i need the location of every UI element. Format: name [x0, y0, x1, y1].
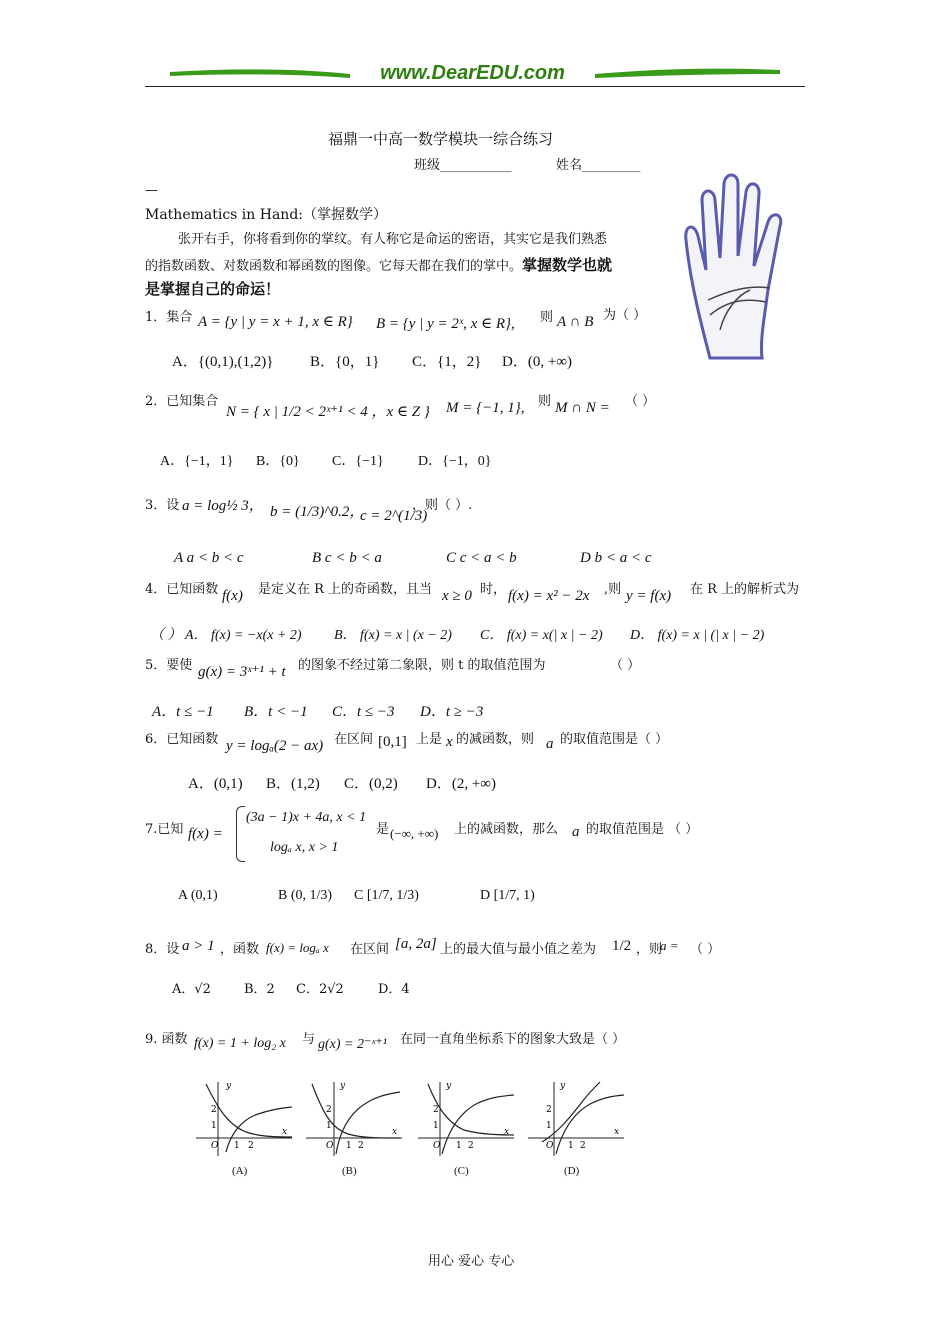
q6-option-a[interactable]: A．(0,1)	[188, 776, 243, 792]
q5-tail: 的图象不经过第二象限，则 t 的取值范围为	[298, 658, 546, 673]
q8-tail: （ ）	[690, 942, 721, 957]
q4-def: f(x) = x² − 2x	[508, 588, 590, 604]
svg-text:x: x	[392, 1127, 398, 1137]
svg-text:O: O	[326, 1141, 334, 1151]
q7-domain: (−∞, +∞)	[390, 826, 439, 841]
q7-piece-2: logₐ x, x > 1	[270, 840, 339, 855]
svg-text:O: O	[211, 1141, 219, 1151]
q1-set-a: A = {y | y = x + 1, x ∈ R}	[198, 314, 353, 330]
q3-option-d[interactable]: D b < a < c	[580, 550, 652, 566]
class-field: 班级___________	[414, 158, 512, 173]
q7-text-b: 是	[376, 822, 390, 837]
q4-text-d: ,则	[604, 582, 622, 597]
svg-text:x: x	[282, 1127, 288, 1137]
q2-option-c[interactable]: C．{−1}	[332, 454, 384, 469]
q2-stem: 2．已知集合	[145, 394, 219, 409]
q2-set-m: M = {−1, 1},	[446, 400, 525, 416]
q8-diff: 1/2	[612, 938, 632, 954]
q8-ask: a =	[660, 938, 679, 953]
q6-option-c[interactable]: C．(0,2)	[344, 776, 398, 792]
q2-tail: （ ）	[625, 394, 656, 409]
q9-graph-c-label: (C)	[454, 1165, 469, 1177]
q3-option-a[interactable]: A a < b < c	[174, 550, 244, 566]
svg-text:y: y	[340, 1081, 346, 1091]
svg-text:y: y	[226, 1081, 232, 1091]
svg-text:1: 1	[211, 1121, 217, 1131]
svg-text:2: 2	[358, 1141, 364, 1151]
q7-brace	[236, 806, 245, 862]
q2-set-n: N = { x | 1/2 < 2ˣ⁺¹ < 4 ，x ∈ Z }	[226, 404, 430, 420]
q4-y: y = f(x)	[626, 588, 672, 604]
q1-set-b: B = {y | y = 2ˣ, x ∈ R},	[376, 316, 515, 332]
q8-cond: a > 1	[182, 938, 215, 954]
hand-illustration	[680, 170, 802, 362]
q7-option-a[interactable]: A (0,1)	[178, 888, 218, 903]
q7-fx: f(x) =	[188, 826, 223, 842]
q6-x: x	[446, 734, 453, 750]
svg-text:1: 1	[456, 1141, 462, 1151]
q9-graph-b-label: (B)	[342, 1165, 357, 1177]
svg-text:y: y	[446, 1081, 452, 1091]
q4-text-b: 是定义在 R 上的奇函数，且当	[258, 582, 433, 597]
q4-stem: 4．已知函数	[145, 582, 219, 597]
q4-cond: x ≥ 0	[442, 588, 472, 604]
svg-text:x: x	[614, 1127, 620, 1137]
q1-then: 则	[540, 310, 554, 325]
header-rule	[145, 86, 805, 87]
q4-text-c: 时，	[480, 582, 507, 597]
q7-text-c: 上的减函数，那么	[454, 822, 559, 837]
q8-text-d: 上的最大值与最小值之差为	[440, 942, 597, 957]
q1-expr: A ∩ B	[557, 314, 594, 330]
q6-text-c: 上是	[416, 732, 443, 747]
q8-text-c: 在区间	[350, 942, 390, 957]
q7-option-c[interactable]: C [1/7, 1/3)	[354, 888, 419, 903]
q1-option-d[interactable]: D．(0, +∞)	[502, 354, 572, 370]
q9-text-c: 在同一直角坐标系下的图象大致是（ ）	[400, 1032, 626, 1047]
name-field: 姓名_________	[556, 158, 641, 173]
q6-text-d: 的减函数，则	[456, 732, 535, 747]
q9-graph-a-label: (A)	[232, 1165, 248, 1177]
page-title: 福鼎一中高一数学模块一综合练习	[328, 130, 554, 148]
header-logo	[170, 62, 780, 86]
q3-b: b = (1/3)^0.2，	[270, 504, 365, 520]
svg-text:1: 1	[234, 1141, 240, 1151]
svg-text:1: 1	[546, 1121, 552, 1131]
q9-graph-a[interactable]	[196, 1080, 296, 1158]
svg-text:2: 2	[580, 1141, 586, 1151]
q3-a: a = log½ 3，	[182, 498, 264, 514]
q9-f: f(x) = 1 + log₂ x	[194, 1036, 286, 1051]
q4-option-b[interactable]: B． f(x) = x | (x − 2)	[334, 628, 452, 643]
q7-a: a	[572, 824, 580, 840]
svg-text:y: y	[560, 1081, 566, 1091]
q9-graph-d-label: (D)	[564, 1165, 580, 1177]
svg-text:1: 1	[433, 1121, 439, 1131]
q5-expr: g(x) = 3ˣ⁺¹ + t	[198, 664, 286, 680]
intro-line-3: 是掌握自己的命运！	[145, 280, 281, 298]
q2-expr: M ∩ N =	[555, 400, 610, 416]
q5-stem: 5．要使	[145, 658, 193, 673]
q6-text-b: 在区间	[334, 732, 374, 747]
intro-line-2: 的指数函数、对数函数和幂函数的图像。它每天都在我们的掌中。掌握数学也就	[145, 256, 613, 274]
q2-then: 则	[538, 394, 552, 409]
q7-piece-1: (3a − 1)x + 4a, x < 1	[246, 810, 367, 825]
q3-option-b[interactable]: B c < b < a	[312, 550, 382, 566]
intro-line-1: 张开右手，你将看到你的掌纹。有人称它是命运的密语，其实它是我们熟悉	[178, 232, 608, 247]
q6-interval: [0,1]	[378, 734, 407, 750]
q7-text-d: 的取值范围是 （ ）	[586, 822, 699, 837]
q6-expr: y = logₐ(2 − ax)	[226, 738, 324, 754]
svg-text:1: 1	[568, 1141, 574, 1151]
q8-option-c[interactable]: C．2√2	[296, 982, 344, 997]
q3-option-c[interactable]: C c < a < b	[446, 550, 517, 566]
q8-option-a[interactable]: A．√2	[172, 982, 211, 997]
q6-text-e: 的取值范围是（ ）	[560, 732, 669, 747]
q6-stem: 6．已知函数	[145, 732, 219, 747]
q3-stem: 3．设	[145, 498, 180, 513]
svg-text:2: 2	[468, 1141, 474, 1151]
footer-text: 用心 爱心 专心	[428, 1254, 515, 1269]
q9-graph-b[interactable]	[306, 1080, 406, 1158]
q8-fx: f(x) = logₐ x	[266, 940, 329, 955]
q5-option-a[interactable]: A．t ≤ −1	[152, 704, 214, 720]
q3-c: c = 2^(1/3)	[360, 508, 428, 524]
q8-stem: 8．设	[145, 942, 180, 957]
dash: —	[145, 183, 158, 198]
q4-option-d[interactable]: D． f(x) = x | (| x | − 2)	[630, 628, 765, 643]
svg-text:2: 2	[326, 1105, 332, 1115]
q3-tail: ，则（ ）.	[412, 498, 473, 513]
q7-stem: 7.已知	[145, 822, 184, 837]
svg-text:O: O	[433, 1141, 441, 1151]
q8-option-d[interactable]: D．4	[378, 982, 410, 997]
q1-option-c[interactable]: C．{1，2}	[412, 354, 482, 370]
q9-g: g(x) = 2⁻ˣ⁺¹	[318, 1037, 387, 1052]
q1-option-b[interactable]: B．{0，1}	[310, 354, 380, 370]
q8-interval: [a, 2a]	[395, 936, 437, 952]
svg-text:2: 2	[248, 1141, 254, 1151]
q8-text-b: ，函数	[220, 942, 260, 957]
q6-a: a	[546, 736, 554, 752]
svg-text:2: 2	[211, 1105, 217, 1115]
q2-option-b[interactable]: B．{0}	[256, 454, 300, 469]
q9-graph-d[interactable]	[528, 1080, 628, 1158]
q4-text-e: 在 R 上的解析式为	[690, 582, 800, 597]
q4-option-a[interactable]: （ ） A． f(x) = −x(x + 2)	[150, 628, 302, 643]
q5-option-d[interactable]: D．t ≥ −3	[420, 704, 484, 720]
svg-text:1: 1	[326, 1121, 332, 1131]
q2-option-a[interactable]: A．{−1，1}	[160, 454, 234, 469]
q9-graph-c[interactable]	[418, 1080, 518, 1158]
svg-text:1: 1	[346, 1141, 352, 1151]
q7-option-b[interactable]: B (0, 1/3)	[278, 888, 333, 903]
q9-text-b: 与	[302, 1032, 316, 1047]
q1-stem: 1．集合	[145, 310, 193, 325]
q4-option-c[interactable]: C． f(x) = x(| x | − 2)	[480, 628, 603, 643]
q8-option-b[interactable]: B．2	[244, 982, 275, 997]
svg-text:x: x	[504, 1127, 510, 1137]
q5-option-c[interactable]: C．t ≤ −3	[332, 704, 395, 720]
svg-text:O: O	[546, 1141, 554, 1151]
q1-tail: 为（ ）	[603, 308, 647, 323]
q5-bracket: （ ）	[610, 658, 641, 673]
q6-option-b[interactable]: B．(1,2)	[266, 776, 320, 792]
q2-option-d[interactable]: D．{−1，0}	[418, 454, 492, 469]
logo-text: www.DearEDU.com	[380, 62, 565, 84]
intro-heading: Mathematics in Hand:（掌握数学）	[145, 207, 388, 223]
q6-option-d[interactable]: D．(2, +∞)	[426, 776, 496, 792]
q4-fx: f(x)	[222, 588, 243, 604]
svg-text:2: 2	[546, 1105, 552, 1115]
svg-text:2: 2	[433, 1105, 439, 1115]
q8-text-e: ，则	[636, 942, 663, 957]
q5-option-b[interactable]: B．t < −1	[244, 704, 308, 720]
q1-option-a[interactable]: A．{(0,1),(1,2)}	[172, 354, 274, 370]
q9-stem: 9. 函数	[145, 1032, 188, 1047]
q7-option-d[interactable]: D [1/7, 1)	[480, 888, 535, 903]
